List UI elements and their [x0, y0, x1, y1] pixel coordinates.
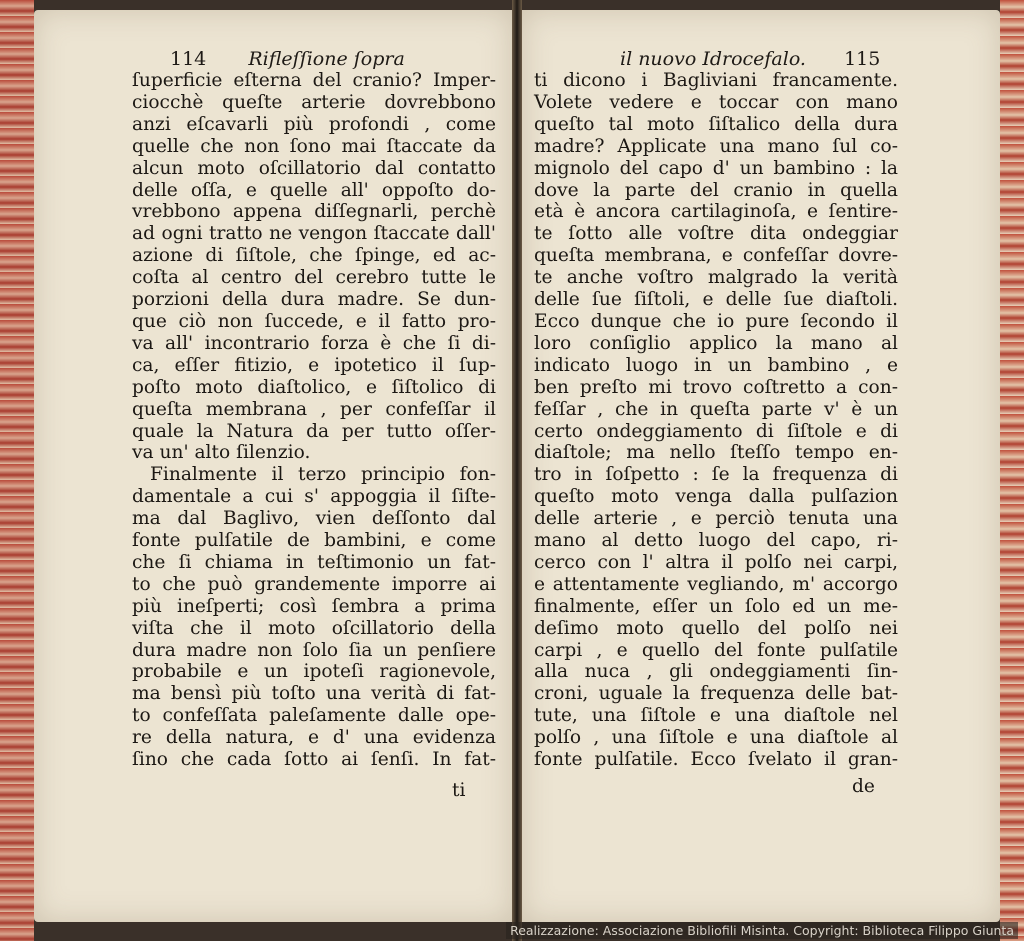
text-line: diaſtole; ma nello ſteſſo tempo en-: [534, 442, 898, 464]
text-line: più ineſperti; così ſembra a prima: [132, 595, 496, 617]
text-line: ſuperficie eſterna del cranio? Imper-: [132, 70, 496, 91]
text-line: ciocchè queſte arterie dovrebbono: [132, 91, 496, 113]
text-line: Volete vedere e toccar con mano: [534, 91, 898, 113]
text-line: va un' alto ſilenzio.: [132, 442, 311, 464]
text-line: fonte pulſatile. Ecco ſvelato il gran-: [534, 749, 898, 771]
left-running-title: Rifleſſione ſopra: [248, 48, 405, 70]
text-line: feſſar , che in queſta parte v' è un: [534, 398, 898, 420]
right-running-head: [620, 48, 880, 70]
text-line: deſimo moto quello del polſo nei: [534, 617, 898, 639]
text-line: alla nuca , gli ondeggiamenti ſin-: [534, 661, 898, 683]
text-line: to confeſſata paleſamente dalle ope-: [132, 705, 496, 727]
text-line: ad ogni tratto ne vengon ſtaccate dall': [132, 223, 496, 245]
text-line: delle arterie , e perciò tenuta una: [534, 508, 898, 530]
text-line: ma bensì più toſto una verità di fat-: [132, 683, 496, 705]
text-line: polſo , una ſiſtole e una diaſtole al: [534, 727, 898, 749]
text-line: to che può grandemente imporre ai: [132, 573, 496, 595]
text-line: tute, una ſiſtole e una diaſtole nel: [534, 705, 898, 727]
text-line: re della natura, e d' una evidenza: [132, 727, 496, 749]
text-line: croni, uguale la frequenza delle bat-: [534, 683, 898, 705]
right-running-title: il nuovo Idrocefalo.: [620, 48, 806, 70]
page-edge-right: [1000, 0, 1024, 941]
text-line: cerco con l' altra il polſo nei carpi,: [534, 551, 898, 573]
text-line: e attentamente vegliando, m' accorgo: [534, 573, 898, 595]
text-line: delle oſſa, e quelle all' oppoſto do-: [132, 179, 496, 201]
text-line: ti dicono i Bagliviani francamente.: [534, 70, 898, 91]
right-page-number: 115: [844, 48, 881, 70]
text-line: anzi eſcavarli più profondi , come: [132, 113, 496, 135]
text-line: indicato luogo in un bambino , e: [534, 354, 898, 376]
text-line: porzioni della dura madre. Se dun-: [132, 289, 496, 311]
text-line: delle ſue ſiſtoli, e delle ſue diaſtoli.: [534, 289, 898, 311]
text-line: certo ondeggiamento di ſiſtole e di: [534, 420, 898, 442]
text-line: carpi , e quello del fonte pulſatile: [534, 639, 898, 661]
text-line: mano al detto luogo del capo, ri-: [534, 530, 898, 552]
text-line: che ſi chiama in teſtimonio un fat-: [132, 551, 496, 573]
text-line: mignolo del capo d' un bambino : la: [534, 157, 898, 179]
text-line: Finalmente il terzo principio fon-: [150, 464, 496, 486]
text-line: queſta membrana, e confeſſar dovre-: [534, 245, 898, 267]
text-line: quale la Natura da per tutto oſſer-: [132, 420, 496, 442]
text-line: madre? Applicate una mano ſul co-: [534, 135, 898, 157]
left-running-head: [170, 48, 405, 70]
page-edge-left: [0, 0, 34, 941]
text-line: ca, eſſer fitizio, e ipotetico il ſup-: [132, 354, 496, 376]
text-line: fonte pulſatile de bambini, e come: [132, 530, 496, 552]
right-catchword: de: [852, 776, 875, 797]
text-line: coſta al centro del cerebro tutte le: [132, 267, 496, 289]
text-line: quelle che non ſono mai ſtaccate da: [132, 135, 496, 157]
right-page: [522, 10, 1000, 922]
left-catchword: ti: [452, 780, 466, 801]
right-text-block: [534, 70, 898, 771]
left-text-block: [132, 70, 496, 771]
text-line: ma dal Baglivo, vien deſſonto dal: [132, 508, 496, 530]
text-line: te anche voſtro malgrado la verità: [534, 267, 898, 289]
text-line: alcun moto oſcillatorio dal contatto: [132, 157, 496, 179]
text-line: queſto tal moto ſiſtalico della dura: [534, 113, 898, 135]
text-line: probabile e un ipoteſi ragionevole,: [132, 661, 496, 683]
text-line: finalmente, eſſer un ſolo ed un me-: [534, 595, 898, 617]
left-page-number: 114: [170, 48, 207, 70]
text-line: dura madre non ſolo ſia un penſiere: [132, 639, 496, 661]
text-line: que ciò non ſuccede, e il fatto pro-: [132, 310, 496, 332]
text-line: Ecco dunque che io pure ſecondo il: [534, 310, 898, 332]
text-line: va all' incontrario forza è che ſi di-: [132, 332, 496, 354]
text-line: queſta membrana , per confeſſar il: [132, 398, 496, 420]
text-line: te ſotto alle voſtre dita ondeggiar: [534, 223, 898, 245]
text-line: viſta che il moto oſcillatorio della: [132, 617, 496, 639]
text-line: ben preſto mi trovo coſtretto a con-: [534, 376, 898, 398]
text-line: ſino che cada ſotto ai ſenſi. In fat-: [132, 749, 496, 771]
text-line: queſto moto venga dalla pulſazion: [534, 486, 898, 508]
text-line: loro conſiglio applico la mano al: [534, 332, 898, 354]
text-line: tro in ſoſpetto : ſe la frequenza di: [534, 464, 898, 486]
copyright-credit: Realizzazione: Associazione Bibliofili Misinta. Copyright: Biblioteca Filippo Giunta: [506, 922, 1018, 939]
text-line: poſto moto diaſtolico, e ſiſtolico di: [132, 376, 496, 398]
gutter: [512, 0, 522, 941]
text-line: età è ancora cartilaginoſa, e ſentire-: [534, 201, 898, 223]
text-line: vrebbono appena diſſegnarli, perchè: [132, 201, 496, 223]
left-page: [34, 10, 512, 922]
text-line: azione di ſiſtole, che ſpinge, ed ac-: [132, 245, 496, 267]
text-line: dove la parte del cranio in quella: [534, 179, 898, 201]
text-line: damentale a cui s' appoggia il ſiſte-: [132, 486, 496, 508]
